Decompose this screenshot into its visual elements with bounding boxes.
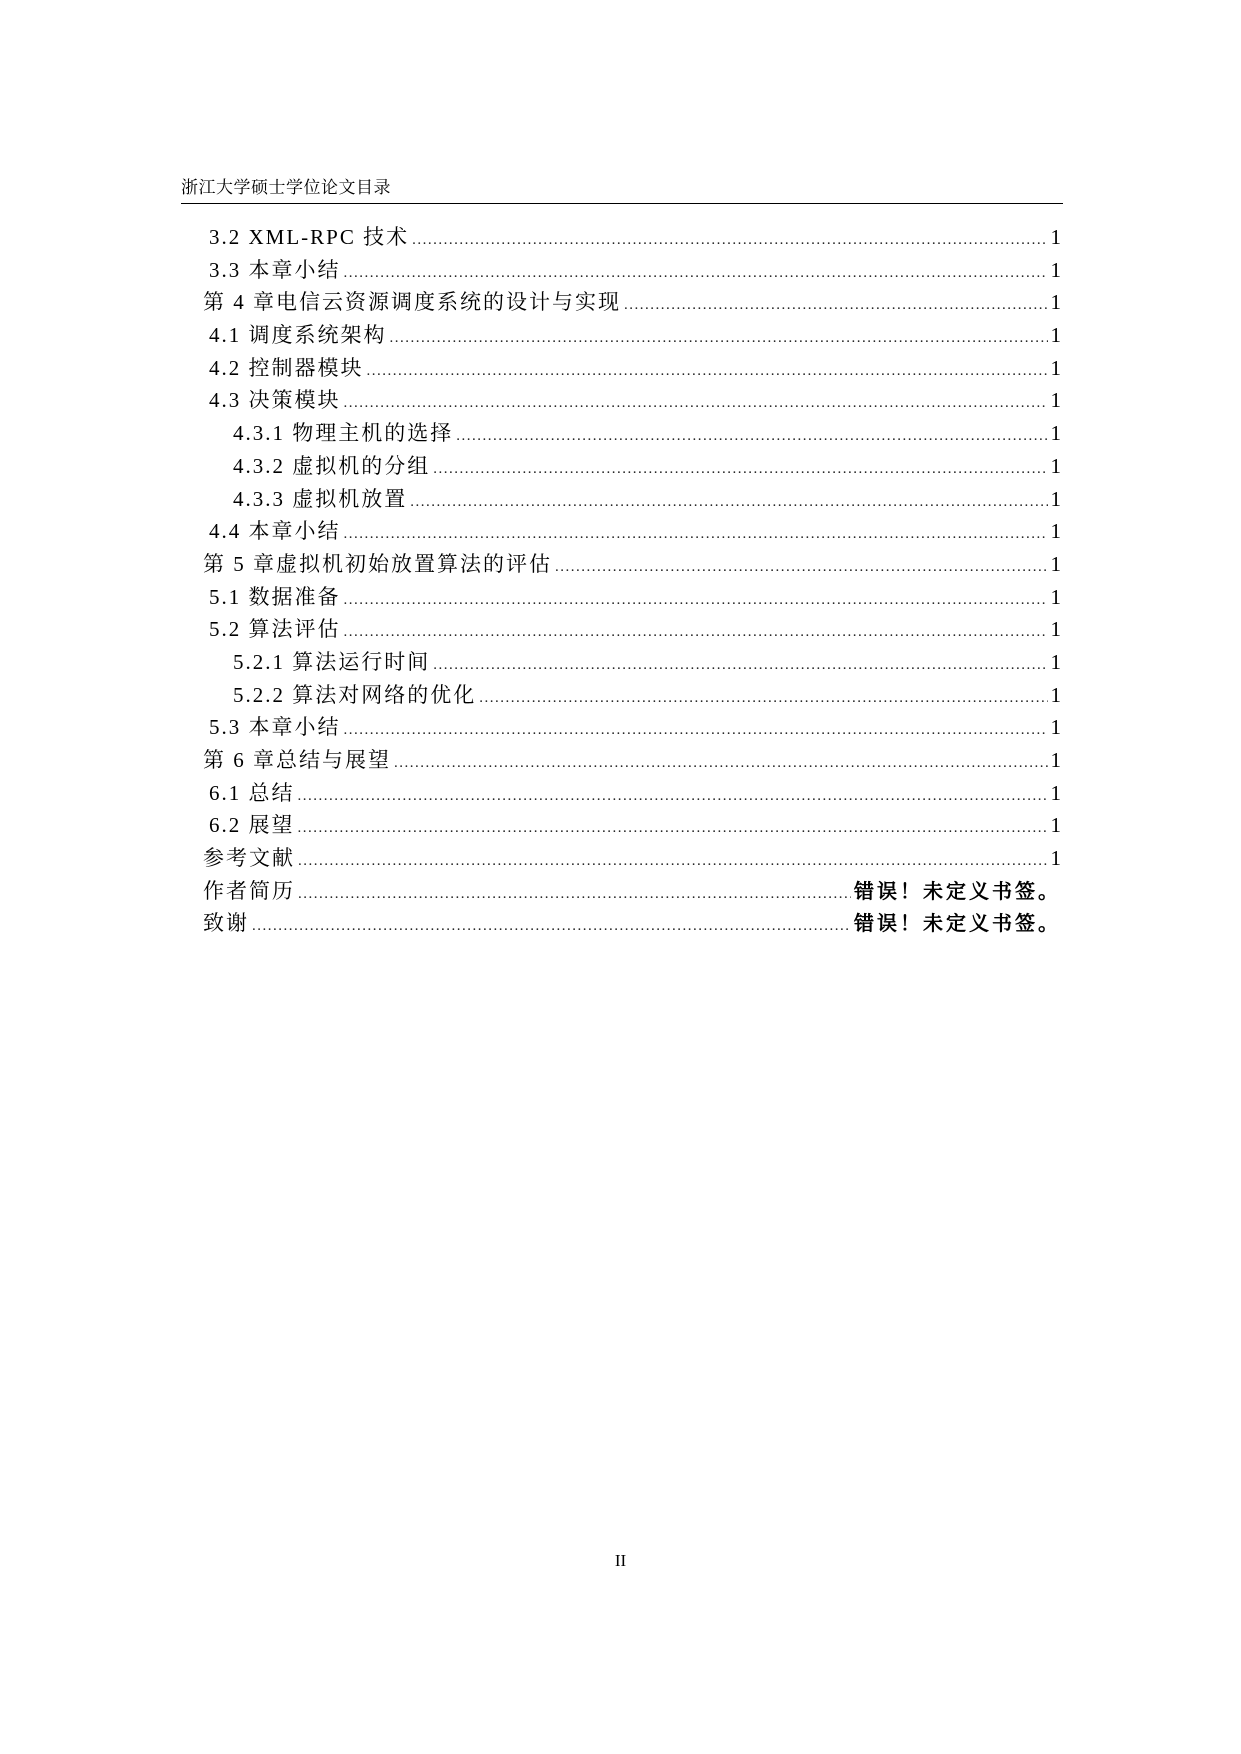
toc-entry[interactable]: [203, 777, 1061, 810]
toc-entry-page: 1: [1050, 519, 1061, 544]
toc-dot-leader: [252, 918, 851, 935]
toc-entry-title: 5.2.2 算法对网络的优化: [233, 682, 477, 707]
toc-dot-leader: [344, 624, 1048, 641]
toc-entry[interactable]: [203, 581, 1061, 614]
toc-entry[interactable]: [203, 744, 1061, 777]
toc-entry-page: 1: [1050, 421, 1061, 446]
toc-entry[interactable]: [203, 613, 1061, 646]
toc-entry-page: 1: [1050, 551, 1061, 576]
page-number: II: [614, 1551, 627, 1570]
toc-entry-page: 1: [1050, 780, 1061, 805]
toc-entry[interactable]: [203, 384, 1061, 417]
toc-dot-leader: [344, 526, 1048, 543]
toc-entry-page: 1: [1050, 748, 1061, 772]
toc-entry-page: 1: [1050, 225, 1061, 249]
toc-entry-page: 1: [1050, 486, 1061, 511]
toc-entry[interactable]: [203, 711, 1061, 744]
toc-entry[interactable]: [203, 515, 1061, 548]
toc-entry[interactable]: [203, 417, 1061, 450]
toc-dot-leader: [456, 428, 1047, 445]
toc-entry[interactable]: [203, 450, 1061, 483]
toc-entry[interactable]: [203, 679, 1061, 712]
toc-entry-title: 4.3 决策模块: [209, 388, 341, 413]
toc-dot-leader: [433, 657, 1047, 674]
toc-dot-leader: [344, 265, 1048, 282]
toc-entry-page: 1: [1050, 813, 1061, 838]
toc-entry-title: 4.3.2 虚拟机的分组: [233, 453, 431, 478]
toc-entry-title: 作者简历: [203, 878, 295, 903]
toc-entry[interactable]: [203, 286, 1061, 319]
toc-entry-title: 5.3 本章小结: [209, 715, 341, 740]
toc-dot-leader: [412, 232, 1047, 249]
toc-entry[interactable]: [203, 809, 1061, 842]
header-rule: [181, 203, 1063, 204]
toc-entry-page: 1: [1050, 682, 1061, 707]
toc-entry-title: 3.3 本章小结: [209, 257, 341, 282]
toc-entry-page: 1: [1050, 323, 1061, 348]
toc-entry-page: 1: [1050, 617, 1061, 642]
toc-entry-page: 1: [1050, 715, 1061, 740]
toc-entry-title: 致谢: [203, 911, 249, 936]
toc-dot-leader: [344, 592, 1048, 609]
toc-entry[interactable]: [203, 907, 1061, 940]
toc-dot-leader: [298, 886, 851, 903]
toc-entry-title: 4.1 调度系统架构: [209, 323, 387, 348]
toc-dot-leader: [390, 330, 1048, 347]
toc-dot-leader: [479, 690, 1047, 707]
page-header: 浙江大学硕士学位论文目录: [181, 178, 391, 197]
toc-entry-page: 1: [1050, 846, 1061, 871]
toc-entry-title: 5.2.1 算法运行时间: [233, 649, 431, 674]
toc-entry-title: 5.2 算法评估: [209, 617, 341, 642]
toc-entry[interactable]: [203, 483, 1061, 516]
toc-entry-title: 6.1 总结: [209, 780, 295, 805]
toc-entry-title: 5.1 数据准备: [209, 584, 341, 609]
toc-entry[interactable]: [203, 352, 1061, 385]
toc-entry-page: 1: [1050, 290, 1061, 315]
toc-entry[interactable]: [203, 319, 1061, 352]
toc-dot-leader: [433, 461, 1047, 478]
toc-dot-leader: [394, 755, 1048, 772]
toc-dot-leader: [344, 722, 1048, 739]
toc-entry[interactable]: [203, 548, 1061, 581]
table-of-contents: [203, 221, 1061, 940]
toc-dot-leader: [410, 494, 1047, 511]
toc-entry-title: 3.2 XML-RPC 技术: [209, 225, 410, 249]
toc-dot-leader: [298, 853, 1048, 870]
toc-entry[interactable]: [203, 842, 1061, 875]
toc-entry-title: 参考文献: [203, 846, 295, 871]
toc-entry-page: 1: [1050, 584, 1061, 609]
toc-entry-title: 4.3.1 物理主机的选择: [233, 421, 454, 446]
toc-entry-title: 4.3.3 虚拟机放置: [233, 486, 408, 511]
toc-entry-title: 第 5 章虚拟机初始放置算法的评估: [203, 551, 552, 576]
toc-dot-leader: [624, 297, 1048, 314]
toc-entry[interactable]: [203, 254, 1061, 287]
toc-entry-page: 错误！未定义书签。: [854, 911, 1061, 936]
toc-entry-page: 1: [1050, 453, 1061, 478]
toc-entry-page: 1: [1050, 388, 1061, 413]
toc-dot-leader: [555, 559, 1048, 576]
toc-entry[interactable]: [203, 646, 1061, 679]
toc-dot-leader: [344, 395, 1048, 412]
toc-entry[interactable]: [203, 221, 1061, 254]
toc-entry-title: 4.4 本章小结: [209, 519, 341, 544]
toc-dot-leader: [367, 363, 1048, 380]
toc-entry[interactable]: [203, 875, 1061, 908]
toc-entry-page: 错误！未定义书签。: [854, 878, 1061, 903]
toc-entry-page: 1: [1050, 649, 1061, 674]
toc-entry-title: 6.2 展望: [209, 813, 295, 838]
toc-entry-title: 第 6 章总结与展望: [203, 748, 391, 772]
toc-dot-leader: [298, 788, 1048, 805]
toc-entry-title: 第 4 章电信云资源调度系统的设计与实现: [203, 290, 621, 315]
toc-entry-page: 1: [1050, 257, 1061, 282]
toc-dot-leader: [298, 820, 1048, 837]
toc-entry-title: 4.2 控制器模块: [209, 355, 364, 380]
toc-entry-page: 1: [1050, 355, 1061, 380]
